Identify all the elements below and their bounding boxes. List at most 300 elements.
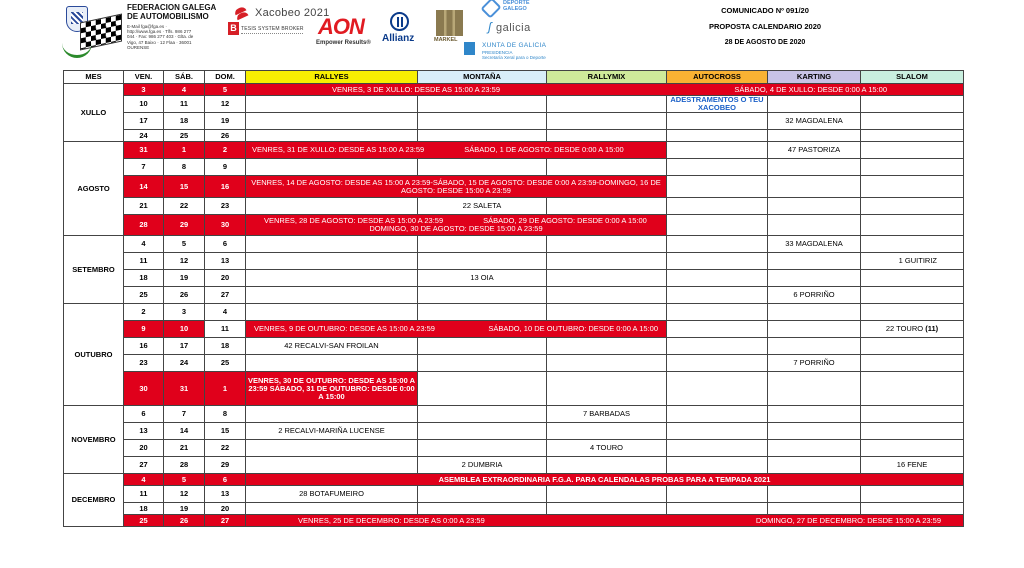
event-cell xyxy=(667,372,768,406)
table-row xyxy=(64,515,964,527)
event-cell xyxy=(861,287,964,304)
event-cell xyxy=(861,486,964,503)
event-cell xyxy=(418,159,547,176)
event-cell xyxy=(667,198,768,215)
day-cell: 31 xyxy=(124,142,164,159)
day-cell: 19 xyxy=(164,270,205,287)
table-row xyxy=(64,372,964,406)
event-cell xyxy=(768,503,861,515)
event-cell xyxy=(768,304,861,321)
event-cell xyxy=(667,338,768,355)
event-cell xyxy=(547,236,667,253)
event-cell xyxy=(418,96,547,113)
day-cell: 9 xyxy=(205,159,246,176)
col-montana: MONTAÑA xyxy=(418,71,547,84)
event-cell xyxy=(246,287,418,304)
event-cell xyxy=(861,304,964,321)
day-cell: 10 xyxy=(164,321,205,338)
table-row xyxy=(64,321,964,338)
aon-logo: AON xyxy=(318,14,364,39)
event-cell xyxy=(768,198,861,215)
event-cell xyxy=(246,355,418,372)
deporte-galego-text xyxy=(503,0,530,12)
allianz-logo-text: Allianz xyxy=(382,33,415,44)
document-title: PROPOSTA CALENDARIO 2020 xyxy=(708,22,822,31)
day-cell: 21 xyxy=(164,440,205,457)
day-cell: 12 xyxy=(164,253,205,270)
day-cell: 18 xyxy=(124,503,164,515)
day-cell: 5 xyxy=(164,236,205,253)
day-cell: 18 xyxy=(124,270,164,287)
day-cell: 19 xyxy=(205,113,246,130)
markel-logo-icon xyxy=(436,10,463,36)
slalom-event-note: (11) xyxy=(925,324,939,333)
xunta-sub-line-2: Secretaría Xeral para o Deporte xyxy=(482,55,546,60)
event-cell xyxy=(861,159,964,176)
event-cell xyxy=(418,338,547,355)
laurel-icon xyxy=(62,40,92,58)
table-row xyxy=(64,130,964,142)
event-cell xyxy=(418,355,547,372)
event-cell xyxy=(246,113,418,130)
event-cell xyxy=(418,287,547,304)
event-cell xyxy=(768,253,861,270)
closed-notice-left: VENRES, 9 DE OUTUBRO: DESDE AS 15:00 A 23:59 xyxy=(254,324,435,333)
month-setembro: SETEMBRO xyxy=(64,236,124,304)
event-cell xyxy=(547,423,667,440)
table-row xyxy=(64,338,964,355)
fga-contact: E-Mail fga@fga.es · http://www.fga.es · Tlfs. 986 277 044 · Fax: 986 277 403 · Glta. de Vigo, 47 Baixo · 12 Flaa · 36001 OURENSE xyxy=(127,24,194,50)
fga-name-line-1: FEDERACION GALEGA xyxy=(127,3,217,12)
event-cell xyxy=(667,130,768,142)
event-cell: 1 GUITIRIZ xyxy=(861,253,964,270)
event-cell: 2 RECALVI-MARIÑA LUCENSE xyxy=(246,423,418,440)
table-row xyxy=(64,96,964,113)
closed-notice-split xyxy=(248,146,664,154)
event-cell xyxy=(768,486,861,503)
table-row xyxy=(64,474,964,486)
event-cell xyxy=(547,372,667,406)
event-cell xyxy=(418,253,547,270)
month-xullo: XULLO xyxy=(64,84,124,142)
event-cell xyxy=(547,130,667,142)
xunta-logo-text: XUNTA DE GALICIA xyxy=(482,42,547,49)
event-cell xyxy=(667,304,768,321)
event-cell: 7 BARBADAS xyxy=(547,406,667,423)
event-cell xyxy=(547,198,667,215)
comunicado-number: COMUNICADO Nº 091/20 xyxy=(721,6,809,15)
table-row xyxy=(64,176,964,198)
event-cell xyxy=(547,304,667,321)
event-cell xyxy=(667,236,768,253)
calendar-table xyxy=(63,70,964,527)
event-cell xyxy=(547,96,667,113)
event-cell xyxy=(667,113,768,130)
month-decembro: DECEMBRO xyxy=(64,474,124,527)
event-cell xyxy=(547,355,667,372)
closed-notice xyxy=(246,515,964,527)
slalom-event: 22 TOURO xyxy=(885,324,924,333)
closed-notice xyxy=(246,84,964,96)
event-cell xyxy=(418,503,547,515)
table-row xyxy=(64,236,964,253)
event-cell xyxy=(861,142,964,159)
closed-notice-split xyxy=(248,86,961,94)
event-cell xyxy=(246,130,418,142)
closed-notice: VENRES, 14 DE AGOSTO: DESDE AS 15:00 A 23:59-SÁBADO, 15 DE AGOSTO: DESDE 0:00 A 23:59-DOMINGO, 16 DE AGOSTO: DESDE 15:00 A 23:59 xyxy=(246,176,667,198)
table-row xyxy=(64,406,964,423)
day-cell: 25 xyxy=(205,355,246,372)
day-cell: 1 xyxy=(164,142,205,159)
event-cell xyxy=(861,96,964,113)
table-row xyxy=(64,84,964,96)
day-cell: 28 xyxy=(164,457,205,474)
event-cell xyxy=(418,440,547,457)
xacobeo-logo-text: Xacobeo 2021 xyxy=(255,7,330,19)
deporte-line-1: DEPORTE xyxy=(503,0,530,6)
event-cell xyxy=(667,486,768,503)
event-cell: 2 DUMBRIA xyxy=(418,457,547,474)
event-cell xyxy=(768,457,861,474)
event-cell xyxy=(768,440,861,457)
event-cell xyxy=(246,270,418,287)
closed-notice-right: DOMINGO, 27 DE DECEMBRO: DESDE 15:00 A 23:59 xyxy=(755,515,941,525)
day-cell: 10 xyxy=(124,96,164,113)
day-cell: 17 xyxy=(164,338,205,355)
event-cell xyxy=(246,236,418,253)
closed-notice-right: SÁBADO, 10 DE OUTUBRO: DESDE 0:00 A 15:00 xyxy=(488,324,658,333)
day-cell: 5 xyxy=(164,474,205,486)
header-row xyxy=(64,71,964,84)
day-cell: 18 xyxy=(164,113,205,130)
day-cell: 25 xyxy=(124,287,164,304)
xunta-shield-icon xyxy=(464,42,475,55)
day-cell: 28 xyxy=(124,215,164,236)
event-cell xyxy=(861,130,964,142)
event-cell: 13 OIA xyxy=(418,270,547,287)
event-cell xyxy=(667,253,768,270)
event-cell: 28 BOTAFUMEIRO xyxy=(246,486,418,503)
day-cell: 20 xyxy=(205,503,246,515)
day-cell: 15 xyxy=(205,423,246,440)
day-cell: 22 xyxy=(164,198,205,215)
event-cell xyxy=(418,113,547,130)
deporte-galego-icon xyxy=(480,0,501,19)
event-cell xyxy=(667,503,768,515)
fga-logo-name xyxy=(127,3,216,21)
day-cell: 7 xyxy=(124,159,164,176)
month-agosto: AGOSTO xyxy=(64,142,124,236)
day-cell: 27 xyxy=(205,287,246,304)
table-row xyxy=(64,423,964,440)
closed-notice-left: VENRES, 25 DE DECEMBRO: DESDE AS 0:00 A 23:59 xyxy=(298,515,485,525)
event-cell xyxy=(246,406,418,423)
day-cell: 29 xyxy=(164,215,205,236)
event-cell xyxy=(246,457,418,474)
event-cell xyxy=(547,503,667,515)
closed-notice-right: SÁBADO, 1 DE AGOSTO: DESDE 0:00 A 15:00 xyxy=(464,145,624,154)
day-cell: 27 xyxy=(124,457,164,474)
day-cell: 14 xyxy=(124,176,164,198)
day-cell: 27 xyxy=(205,515,246,527)
markel-logo-text: MARKEL xyxy=(434,37,458,43)
event-cell xyxy=(861,406,964,423)
day-cell: 8 xyxy=(205,406,246,423)
event-cell xyxy=(547,338,667,355)
xunta-subtitle xyxy=(482,50,546,60)
event-cell xyxy=(667,176,768,198)
event-cell: 7 PORRIÑO xyxy=(768,355,861,372)
table-row xyxy=(64,113,964,130)
day-cell: 11 xyxy=(164,96,205,113)
event-cell xyxy=(547,457,667,474)
table-row xyxy=(64,486,964,503)
closed-notice: VENRES, 30 DE OUTUBRO: DESDE AS 15:00 A 23:59 SÁBADO, 31 DE OUTUBRO: DESDE 0:00 A 15:00 xyxy=(246,372,418,406)
day-cell: 12 xyxy=(164,486,205,503)
event-cell xyxy=(768,215,861,236)
closed-notice-left: VENRES, 31 DE XULLO: DESDE AS 15:00 A 23:59 xyxy=(252,145,425,154)
event-cell xyxy=(418,486,547,503)
event-cell xyxy=(418,423,547,440)
day-cell: 19 xyxy=(164,503,205,515)
event-cell xyxy=(768,159,861,176)
event-cell xyxy=(418,236,547,253)
day-cell: 22 xyxy=(205,440,246,457)
day-cell: 29 xyxy=(205,457,246,474)
closed-notice: ASEMBLEA EXTRAORDINARIA F.G.A. PARA CALENDALAS PROBAS PARA A TEMPADA 2021 xyxy=(246,474,964,486)
day-cell: 11 xyxy=(124,486,164,503)
event-cell xyxy=(547,270,667,287)
event-cell xyxy=(418,406,547,423)
event-cell: 22 SALETA xyxy=(418,198,547,215)
xunta-sub-line-1: PRESIDENCIA xyxy=(482,50,513,55)
table-row xyxy=(64,503,964,515)
event-cell: 4 TOURO xyxy=(547,440,667,457)
event-cell xyxy=(547,253,667,270)
event-cell xyxy=(861,503,964,515)
day-cell: 15 xyxy=(164,176,205,198)
day-cell: 6 xyxy=(205,236,246,253)
col-autocross: AUTOCROSS xyxy=(667,71,768,84)
closed-notice-right: SÁBADO, 4 DE XULLO: DESDE 0:00 A 15:00 xyxy=(734,84,887,94)
event-cell xyxy=(667,355,768,372)
col-rallymix: RALLYMIX xyxy=(547,71,667,84)
event-cell xyxy=(768,406,861,423)
day-cell: 6 xyxy=(124,406,164,423)
day-cell: 6 xyxy=(205,474,246,486)
event-cell xyxy=(667,142,768,159)
document-date: 28 DE AGOSTO DE 2020 xyxy=(724,39,806,46)
event-cell: 47 PASTORIZA xyxy=(768,142,861,159)
event-cell xyxy=(246,503,418,515)
col-mes: MES xyxy=(64,71,124,84)
day-cell: 24 xyxy=(124,130,164,142)
table-row xyxy=(64,304,964,321)
event-cell xyxy=(246,96,418,113)
day-cell: 12 xyxy=(205,96,246,113)
tss-logo-underline xyxy=(241,33,303,36)
allianz-logo-icon xyxy=(390,12,409,31)
galicia-logo-text: galicia xyxy=(496,22,531,34)
day-cell: 20 xyxy=(124,440,164,457)
day-cell: 23 xyxy=(124,355,164,372)
closed-notice-line-2: DOMINGO, 30 DE AGOSTO: DESDE 15:00 A 23:59 xyxy=(369,224,543,233)
event-cell xyxy=(547,486,667,503)
day-cell: 2 xyxy=(124,304,164,321)
table-row xyxy=(64,440,964,457)
event-cell xyxy=(768,372,861,406)
day-cell: 9 xyxy=(124,321,164,338)
closed-notice-left: VENRES, 3 DE XULLO: DESDE AS 15:00 A 23:59 xyxy=(332,84,501,94)
event-cell: 32 MAGDALENA xyxy=(768,113,861,130)
day-cell: 13 xyxy=(124,423,164,440)
table-row xyxy=(64,457,964,474)
month-novembro: NOVEMBRO xyxy=(64,406,124,474)
event-cell: 16 FENE xyxy=(861,457,964,474)
event-cell xyxy=(547,113,667,130)
day-cell: 25 xyxy=(124,515,164,527)
day-cell: 13 xyxy=(205,253,246,270)
event-cell: 6 PORRIÑO xyxy=(768,287,861,304)
event-cell xyxy=(667,406,768,423)
event-cell: 42 RECALVI-SAN FROILAN xyxy=(246,338,418,355)
closed-notice-split xyxy=(248,517,961,525)
event-cell xyxy=(768,96,861,113)
event-cell: ADESTRAMENTOS O TEU XACOBEO xyxy=(667,96,768,113)
event-cell xyxy=(418,130,547,142)
closed-notice-right: SÁBADO, 29 DE AGOSTO: DESDE 0:00 A 15:00 xyxy=(483,216,647,225)
event-cell xyxy=(667,287,768,304)
day-cell: 8 xyxy=(164,159,205,176)
event-cell xyxy=(667,270,768,287)
event-cell xyxy=(861,215,964,236)
event-cell xyxy=(861,198,964,215)
event-cell xyxy=(768,423,861,440)
event-cell xyxy=(861,440,964,457)
event-cell xyxy=(861,176,964,198)
col-rallyes: RALLYES xyxy=(246,71,418,84)
table-row xyxy=(64,142,964,159)
table-row xyxy=(64,198,964,215)
event-cell xyxy=(861,423,964,440)
col-karting: KARTING xyxy=(768,71,861,84)
day-cell: 3 xyxy=(124,84,164,96)
event-cell xyxy=(547,287,667,304)
col-dom: DOM. xyxy=(205,71,246,84)
day-cell: 1 xyxy=(205,372,246,406)
table-row xyxy=(64,355,964,372)
event-cell xyxy=(667,423,768,440)
event-cell: 33 MAGDALENA xyxy=(768,236,861,253)
day-cell: 16 xyxy=(124,338,164,355)
day-cell: 20 xyxy=(205,270,246,287)
event-cell xyxy=(246,253,418,270)
day-cell: 11 xyxy=(124,253,164,270)
closed-notice-split xyxy=(248,325,664,333)
month-outubro: OUTUBRO xyxy=(64,304,124,406)
day-cell: 18 xyxy=(205,338,246,355)
closed-notice-left: VENRES, 28 DE AGOSTO: DESDE AS 15:00 A 23:59 xyxy=(264,216,444,225)
day-cell: 16 xyxy=(205,176,246,198)
day-cell: 3 xyxy=(164,304,205,321)
closed-notice xyxy=(246,215,667,236)
closed-notice xyxy=(246,142,667,159)
event-cell xyxy=(246,304,418,321)
day-cell: 21 xyxy=(124,198,164,215)
day-cell: 14 xyxy=(164,423,205,440)
day-cell: 23 xyxy=(205,198,246,215)
deporte-line-2: GALEGO xyxy=(503,6,527,12)
event-cell xyxy=(418,372,547,406)
col-slalom: SLALOM xyxy=(861,71,964,84)
event-cell xyxy=(861,355,964,372)
col-sab: SÁB. xyxy=(164,71,205,84)
event-cell xyxy=(861,236,964,253)
tss-logo-text: TESIS SYSTEM BROKER xyxy=(241,26,304,32)
event-cell xyxy=(768,270,861,287)
event-cell xyxy=(667,159,768,176)
table-row xyxy=(64,253,964,270)
day-cell: 24 xyxy=(164,355,205,372)
event-cell xyxy=(667,440,768,457)
event-cell xyxy=(768,321,861,338)
day-cell: 30 xyxy=(205,215,246,236)
event-cell xyxy=(418,304,547,321)
event-cell xyxy=(861,338,964,355)
event-cell xyxy=(246,440,418,457)
event-cell xyxy=(667,215,768,236)
aon-tagline: Empower Results® xyxy=(316,40,371,46)
day-cell: 26 xyxy=(205,130,246,142)
event-cell xyxy=(861,113,964,130)
event-cell xyxy=(768,130,861,142)
day-cell: 2 xyxy=(205,142,246,159)
day-cell: 4 xyxy=(124,236,164,253)
event-cell xyxy=(861,372,964,406)
table-row xyxy=(64,159,964,176)
day-cell: 4 xyxy=(124,474,164,486)
event-cell xyxy=(246,198,418,215)
event-cell xyxy=(768,176,861,198)
event-cell xyxy=(861,321,964,338)
closed-notice xyxy=(246,321,667,338)
fga-name-line-2: DE AUTOMOBILISMO xyxy=(127,12,209,21)
event-cell xyxy=(861,270,964,287)
day-cell: 4 xyxy=(164,84,205,96)
event-cell xyxy=(667,321,768,338)
event-cell xyxy=(667,457,768,474)
event-cell xyxy=(547,159,667,176)
galicia-swirl-icon: ʃ xyxy=(488,20,492,34)
day-cell: 30 xyxy=(124,372,164,406)
day-cell: 4 xyxy=(205,304,246,321)
page-header xyxy=(0,0,1024,68)
day-cell: 5 xyxy=(205,84,246,96)
tss-logo-icon: B xyxy=(228,22,239,35)
table-row xyxy=(64,270,964,287)
day-cell: 31 xyxy=(164,372,205,406)
day-cell: 25 xyxy=(164,130,205,142)
event-cell xyxy=(246,159,418,176)
day-cell: 11 xyxy=(205,321,246,338)
col-ven: VEN. xyxy=(124,71,164,84)
table-row xyxy=(64,215,964,236)
day-cell: 13 xyxy=(205,486,246,503)
table-row xyxy=(64,287,964,304)
day-cell: 7 xyxy=(164,406,205,423)
day-cell: 26 xyxy=(164,515,205,527)
event-cell xyxy=(768,338,861,355)
